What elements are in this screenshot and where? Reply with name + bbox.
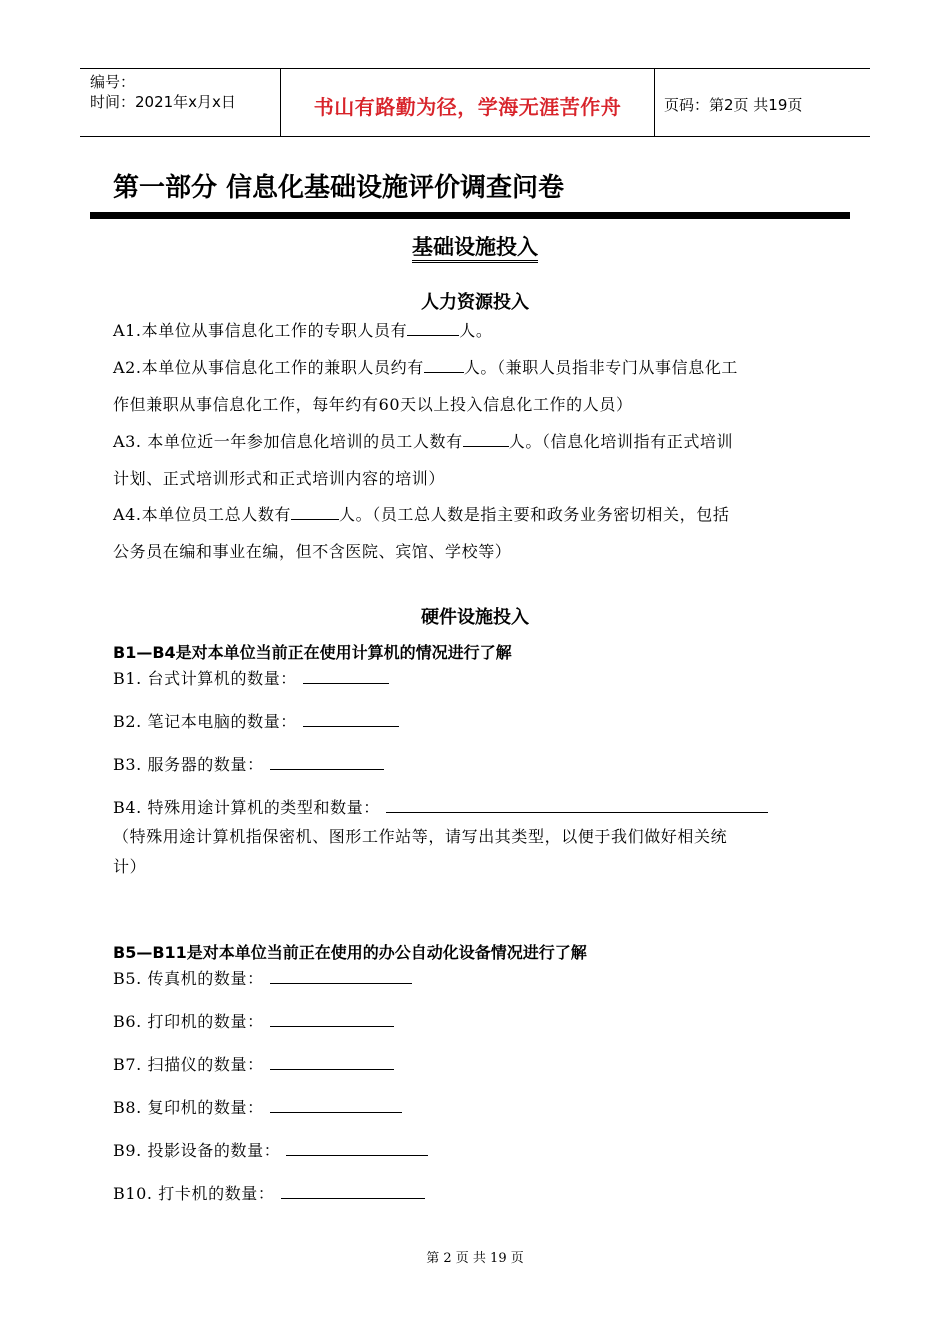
question-b3: B3. 服务器的数量： <box>113 752 384 775</box>
question-a1: A1.本单位从事信息化工作的专职人员有 人。 <box>113 321 493 340</box>
question-b6: B6. 打印机的数量： <box>113 1009 394 1032</box>
b8-answer-line[interactable] <box>270 1098 402 1113</box>
hardware-title: 硬件设施投入 <box>421 607 529 628</box>
a3-answer-blank[interactable] <box>463 434 509 447</box>
page-footer: 第 2 页 共 19 页 <box>426 1251 524 1266</box>
human-resources-title: 人力资源投入 <box>421 292 529 313</box>
a4-answer-blank[interactable] <box>291 507 339 520</box>
b1-b4-intro: B1—B4是对本单位当前正在使用计算机的情况进行了解 <box>113 643 512 662</box>
question-b5: B5. 传真机的数量： <box>113 966 412 989</box>
b5-b11-intro: B5—B11是对本单位当前正在使用的办公自动化设备情况进行了解 <box>113 943 587 962</box>
question-b2: B2. 笔记本电脑的数量： <box>113 709 399 732</box>
motto: 书山有路勤为径，学海无涯苦作舟 <box>313 95 622 119</box>
question-b8: B8. 复印机的数量： <box>113 1095 402 1118</box>
part-title: 第一部分 信息化基础设施评价调查问卷 <box>113 173 565 203</box>
header-page-cell <box>654 69 870 136</box>
question-a3: A3. 本单位近一年参加信息化培训的员工人数有 人。（信息化培训指有正式培训 <box>113 432 734 451</box>
question-a2: A2.本单位从事信息化工作的兼职人员约有 人。（兼职人员指非专门从事信息化工 <box>113 358 739 377</box>
question-a4: A4.本单位员工总人数有 人。（员工总人数是指主要和政务业务密切相关，包括 <box>113 505 730 524</box>
question-b4-note-cont: 计） <box>113 857 147 876</box>
question-a3-note: 计划、正式培训形式和正式培训内容的培训） <box>113 469 446 488</box>
a1-answer-blank[interactable] <box>407 323 459 336</box>
b7-answer-line[interactable] <box>270 1055 394 1070</box>
b4-answer-line[interactable] <box>386 798 768 813</box>
question-a2-note: 作但兼职从事信息化工作，每年约有60天以上投入信息化工作的人员） <box>113 395 633 414</box>
b2-answer-line[interactable] <box>303 712 399 727</box>
b1-answer-line[interactable] <box>303 669 389 684</box>
a2-answer-blank[interactable] <box>424 360 464 373</box>
question-b10: B10. 打卡机的数量： <box>113 1181 425 1204</box>
b10-answer-line[interactable] <box>281 1184 425 1199</box>
question-b9: B9. 投影设备的数量： <box>113 1138 428 1161</box>
question-b7: B7. 扫描仪的数量： <box>113 1052 394 1075</box>
page-info: 页码：第2页 共19页 <box>664 96 803 114</box>
b3-answer-line[interactable] <box>270 755 384 770</box>
b6-answer-line[interactable] <box>270 1012 394 1027</box>
question-a4-note: 公务员在编和事业在编，但不含医院、宾馆、学校等） <box>113 542 512 561</box>
section-title: 基础设施投入 <box>0 231 950 261</box>
header-meta-cell <box>80 69 280 136</box>
page-header <box>80 68 870 137</box>
question-b4-note: （特殊用途计算机指保密机、图形工作站等，请写出其类型，以便于我们做好相关统 <box>113 827 728 846</box>
header-motto-cell <box>280 69 655 136</box>
serial-label: 编号： <box>90 73 136 91</box>
question-b4: B4. 特殊用途计算机的类型和数量： <box>113 795 768 818</box>
time-label: 时间：2021年x月x日 <box>90 93 236 111</box>
b5-answer-line[interactable] <box>270 969 412 984</box>
question-b1: B1. 台式计算机的数量： <box>113 666 389 689</box>
b9-answer-line[interactable] <box>286 1141 428 1156</box>
title-divider <box>90 212 850 219</box>
